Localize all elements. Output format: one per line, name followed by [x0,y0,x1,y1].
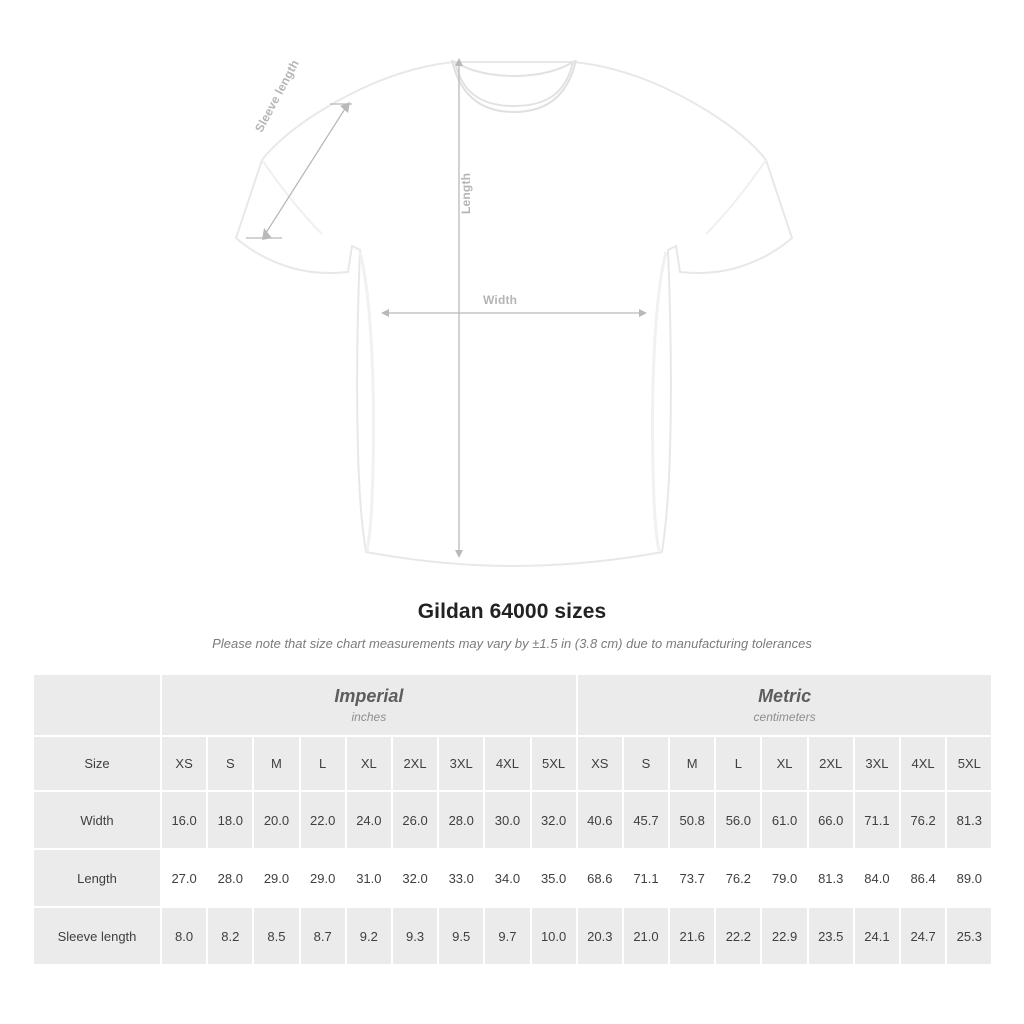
cell-length-metric-5xl: 89.0 [946,849,992,907]
cell-width-imperial-4xl: 30.0 [484,791,530,849]
size-head-imperial-3xl: 3XL [438,736,484,791]
cell-sleeve-metric-l: 22.2 [715,907,761,965]
size-head-imperial-2xl: 2XL [392,736,438,791]
cell-length-metric-xs: 68.6 [577,849,623,907]
cell-length-imperial-5xl: 35.0 [531,849,577,907]
sleeve-length-label: Sleeve length [252,57,302,135]
cell-length-metric-m: 73.7 [669,849,715,907]
cell-width-metric-2xl: 66.0 [808,791,854,849]
size-head-metric-4xl: 4XL [900,736,946,791]
cell-sleeve-imperial-xl: 9.2 [346,907,392,965]
size-header-row [33,736,992,791]
cell-width-imperial-2xl: 26.0 [392,791,438,849]
cell-sleeve-metric-xl: 22.9 [761,907,807,965]
table-row [33,849,992,907]
cell-sleeve-imperial-l: 8.7 [300,907,346,965]
cell-width-metric-xs: 40.6 [577,791,623,849]
cell-sleeve-metric-3xl: 24.1 [854,907,900,965]
cell-sleeve-metric-xs: 20.3 [577,907,623,965]
size-head-imperial-5xl: 5XL [531,736,577,791]
cell-sleeve-imperial-4xl: 9.7 [484,907,530,965]
size-head-imperial-l: L [300,736,346,791]
size-head-imperial-xl: XL [346,736,392,791]
cell-sleeve-metric-2xl: 23.5 [808,907,854,965]
cell-length-imperial-xl: 31.0 [346,849,392,907]
cell-sleeve-imperial-m: 8.5 [253,907,299,965]
cell-length-imperial-l: 29.0 [300,849,346,907]
page-title: Gildan 64000 sizes [417,600,607,623]
table-row [33,907,992,965]
cell-width-imperial-s: 18.0 [207,791,253,849]
cell-length-imperial-s: 28.0 [207,849,253,907]
size-label-cell: Size [33,736,161,791]
cell-width-imperial-m: 20.0 [253,791,299,849]
cell-sleeve-metric-5xl: 25.3 [946,907,992,965]
width-label: Width [483,293,518,307]
cell-sleeve-imperial-s: 8.2 [207,907,253,965]
cell-width-imperial-l: 22.0 [300,791,346,849]
size-head-metric-3xl: 3XL [854,736,900,791]
cell-width-metric-3xl: 71.1 [854,791,900,849]
size-head-metric-xl: XL [761,736,807,791]
tolerance-note: Please note that size chart measurements may vary by ±1.5 in (3.8 cm) due to manufacturing tolerances [212,636,812,651]
cell-sleeve-metric-m: 21.6 [669,907,715,965]
size-table [32,673,993,966]
cell-width-metric-m: 50.8 [669,791,715,849]
length-label: Length [459,172,473,214]
size-head-metric-s: S [623,736,669,791]
size-head-imperial-xs: XS [161,736,207,791]
row-label-sleeve-length: Sleeve length [33,907,161,965]
cell-length-metric-4xl: 86.4 [900,849,946,907]
table-corner-cell [33,674,161,736]
cell-width-metric-l: 56.0 [715,791,761,849]
system-name-metric: Metric [758,686,812,707]
cell-length-imperial-m: 29.0 [253,849,299,907]
cell-width-imperial-xl: 24.0 [346,791,392,849]
cell-width-metric-xl: 61.0 [761,791,807,849]
cell-sleeve-imperial-3xl: 9.5 [438,907,484,965]
cell-width-metric-4xl: 76.2 [900,791,946,849]
cell-length-imperial-2xl: 32.0 [392,849,438,907]
size-head-metric-m: M [669,736,715,791]
size-table-container [32,673,992,966]
system-unit-metric: centimeters [753,709,816,724]
size-head-metric-5xl: 5XL [946,736,992,791]
cell-sleeve-metric-4xl: 24.7 [900,907,946,965]
size-head-imperial-s: S [207,736,253,791]
cell-sleeve-metric-s: 21.0 [623,907,669,965]
cell-width-imperial-xs: 16.0 [161,791,207,849]
system-header-metric [577,674,993,736]
row-label-width: Width [33,791,161,849]
cell-length-imperial-xs: 27.0 [161,849,207,907]
size-head-metric-2xl: 2XL [808,736,854,791]
size-head-metric-l: L [715,736,761,791]
chart-header [0,600,1024,651]
system-unit-imperial: inches [351,709,387,724]
table-row [33,791,992,849]
system-header-row [33,674,992,736]
cell-width-imperial-5xl: 32.0 [531,791,577,849]
cell-sleeve-imperial-2xl: 9.3 [392,907,438,965]
system-name-imperial: Imperial [334,686,404,707]
size-head-metric-xs: XS [577,736,623,791]
cell-sleeve-imperial-xs: 8.0 [161,907,207,965]
cell-length-metric-2xl: 81.3 [808,849,854,907]
system-header-imperial [161,674,577,736]
cell-length-metric-l: 76.2 [715,849,761,907]
cell-length-imperial-4xl: 34.0 [484,849,530,907]
cell-width-metric-s: 45.7 [623,791,669,849]
row-label-length: Length [33,849,161,907]
cell-width-metric-5xl: 81.3 [946,791,992,849]
cell-length-metric-s: 71.1 [623,849,669,907]
size-head-imperial-4xl: 4XL [484,736,530,791]
cell-sleeve-imperial-5xl: 10.0 [531,907,577,965]
cell-width-imperial-3xl: 28.0 [438,791,484,849]
cell-length-imperial-3xl: 33.0 [438,849,484,907]
size-head-imperial-m: M [253,736,299,791]
cell-length-metric-3xl: 84.0 [854,849,900,907]
cell-length-metric-xl: 79.0 [761,849,807,907]
